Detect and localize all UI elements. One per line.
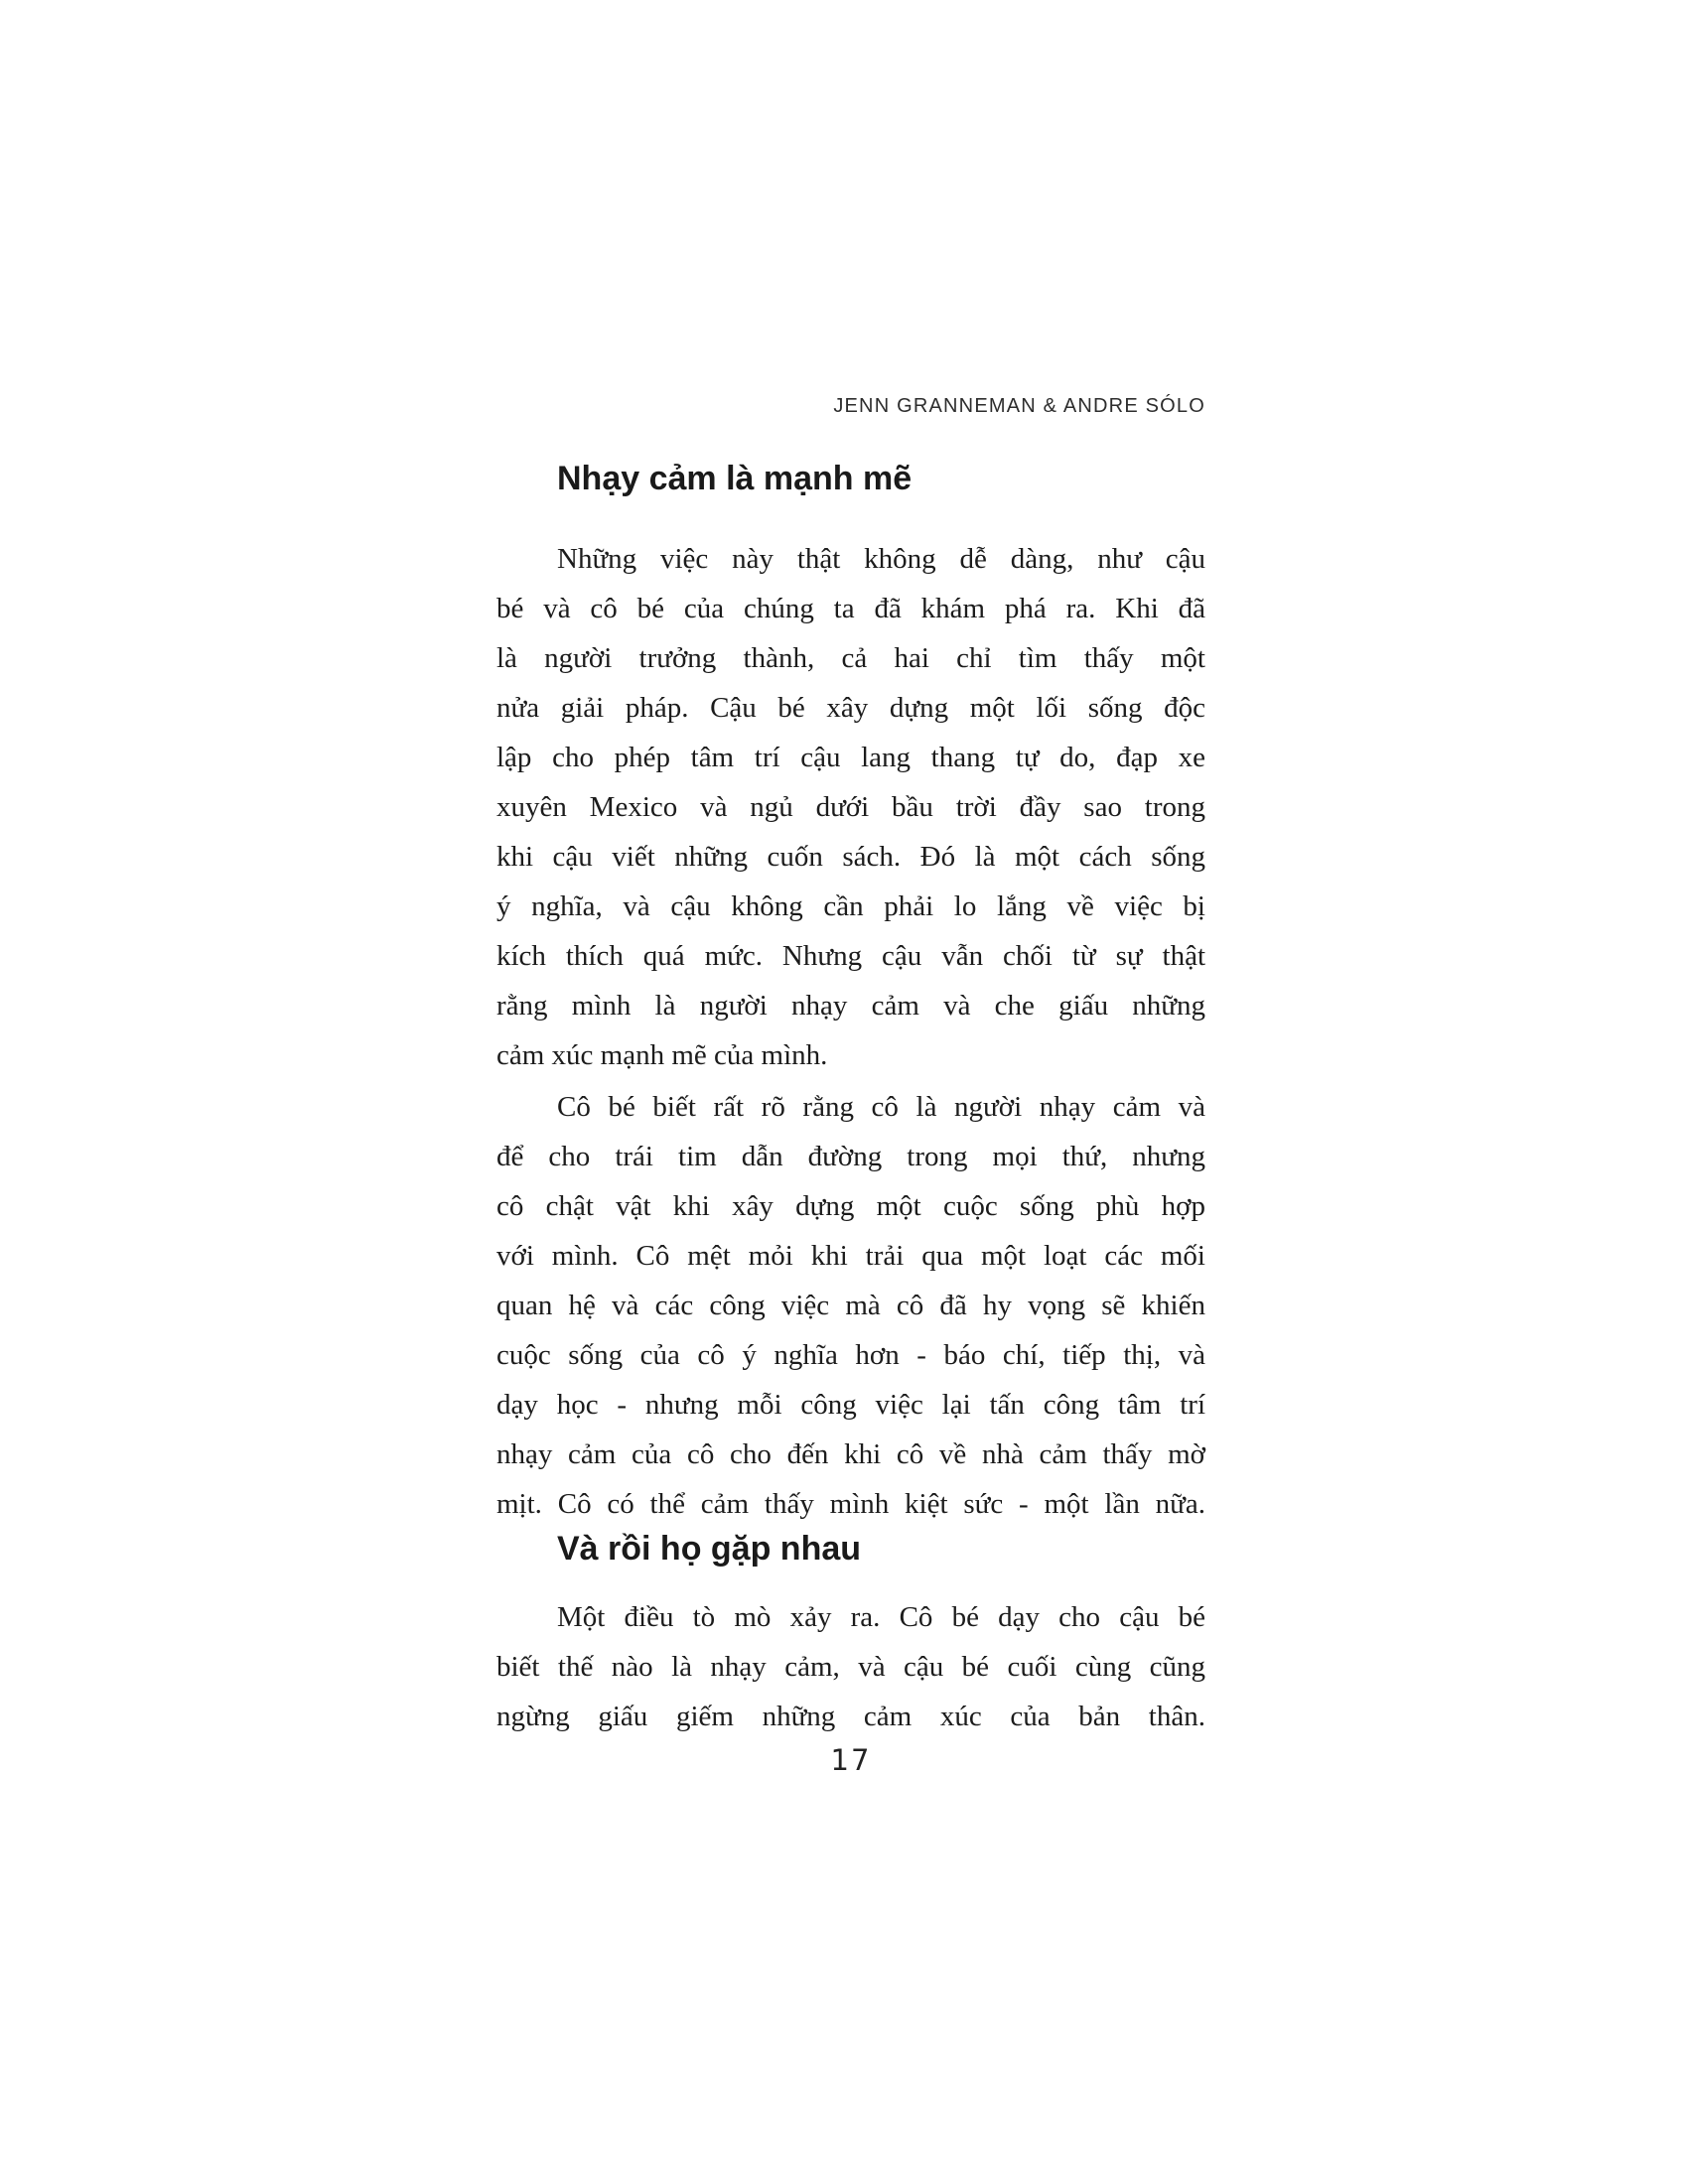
body-line: Những việc này thật không dễ dàng, như cậu <box>557 543 1205 575</box>
body-line: xuyên Mexico và ngủ dưới bầu trời đầy sao trong <box>496 791 1205 823</box>
body-line: Một điều tò mò xảy ra. Cô bé dạy cho cậu bé <box>557 1601 1205 1633</box>
body-line: khi cậu viết những cuốn sách. Đó là một cách sống <box>496 841 1205 873</box>
body-line: cảm xúc mạnh mẽ của mình. <box>496 1039 828 1071</box>
section-heading-and-then-they-met: Và rồi họ gặp nhau <box>557 1530 862 1568</box>
page-number: 17 <box>830 1743 872 1777</box>
body-line: mịt. Cô có thể cảm thấy mình kiệt sức - một lần nữa. <box>496 1488 1205 1520</box>
section-heading-sensitivity-is-strength: Nhạy cảm là mạnh mẽ <box>557 460 913 497</box>
body-line: cuộc sống của cô ý nghĩa hơn - báo chí, tiếp thị, và <box>496 1339 1205 1371</box>
body-line: biết thế nào là nhạy cảm, và cậu bé cuối cùng cũng <box>496 1651 1205 1683</box>
body-line: nhạy cảm của cô cho đến khi cô về nhà cảm thấy mờ <box>496 1438 1205 1470</box>
body-line: Cô bé biết rất rõ rằng cô là người nhạy cảm và <box>557 1091 1205 1123</box>
body-line: với mình. Cô mệt mỏi khi trải qua một loạt các mối <box>496 1240 1205 1272</box>
body-line: quan hệ và các công việc mà cô đã hy vọng sẽ khiến <box>496 1290 1205 1321</box>
body-line: nửa giải pháp. Cậu bé xây dựng một lối sống độc <box>496 692 1205 724</box>
paragraph-3 <box>496 1592 1205 1741</box>
body-line: là người trưởng thành, cả hai chỉ tìm thấy một <box>496 642 1205 674</box>
paragraph-1 <box>496 534 1205 1080</box>
body-line: ý nghĩa, và cậu không cần phải lo lắng về việc bị <box>496 890 1205 922</box>
body-line: bé và cô bé của chúng ta đã khám phá ra. Khi đã <box>496 593 1205 624</box>
body-line: ngừng giấu giếm những cảm xúc của bản thân. <box>496 1701 1205 1732</box>
body-line: rằng mình là người nhạy cảm và che giấu những <box>496 990 1205 1022</box>
paragraph-2 <box>496 1082 1205 1529</box>
body-line: lập cho phép tâm trí cậu lang thang tự do, đạp xe <box>496 742 1205 773</box>
body-line: kích thích quá mức. Nhưng cậu vẫn chối từ sự thật <box>496 940 1205 972</box>
body-line: dạy học - nhưng mỗi công việc lại tấn công tâm trí <box>496 1389 1205 1421</box>
running-header-author-names: JENN GRANNEMAN & ANDRE SÓLO <box>833 395 1205 417</box>
text-column <box>496 0 1205 2184</box>
body-line: cô chật vật khi xây dựng một cuộc sống phù hợp <box>496 1190 1205 1222</box>
body-line: để cho trái tim dẫn đường trong mọi thứ, nhưng <box>496 1141 1205 1172</box>
